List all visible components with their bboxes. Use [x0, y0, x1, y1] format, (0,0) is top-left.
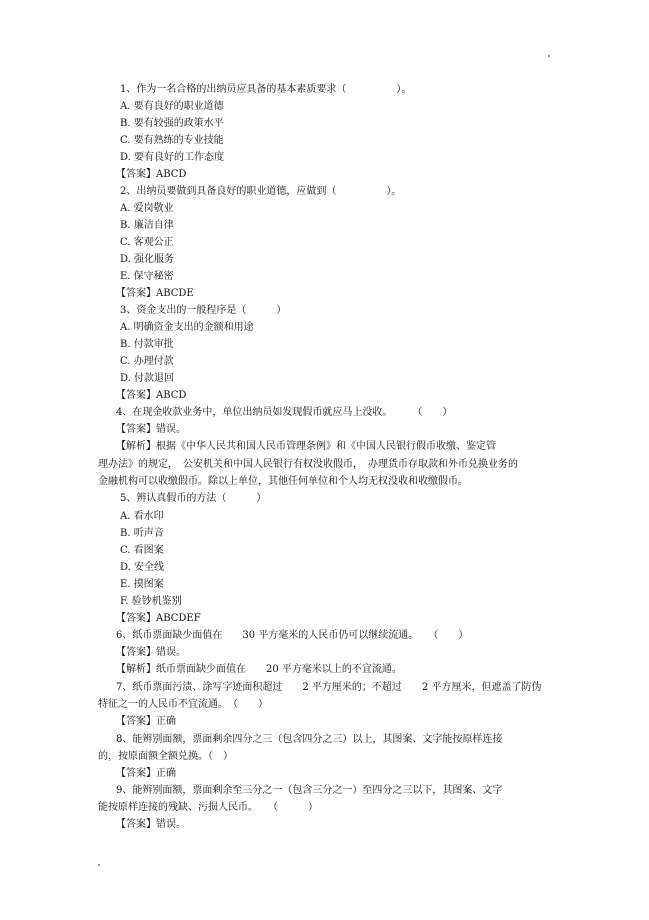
question-5-answer: 【答案】ABCDEF [116, 613, 201, 624]
question-7-answer: 【答案】正确 [116, 716, 176, 727]
question-9-stem-1: 9、能辨别面额，票面剩余至三分之一（包含三分之一）至四分之三以下，其图案、文字 [116, 785, 503, 796]
question-8-stem-2: 的，按原面额全额兑换。（ ） [98, 751, 233, 762]
question-4-stem: 4、在现金收款业务中，单位出纳员如发现假币就应马上没收。 （ ） [116, 407, 453, 418]
question-3-option-c: C. 办理付款 [120, 356, 174, 367]
question-5-option-f: F. 验钞机鉴别 [120, 596, 182, 607]
question-2-answer: 【答案】ABCDE [116, 288, 194, 299]
question-7-stem-2: 特征之一的人民币不宜流通。 （ ） [98, 699, 268, 710]
corner-mark-top [548, 55, 550, 57]
question-2-option-b: B. 廉洁自律 [120, 220, 174, 231]
question-3-option-a: A. 明确资金支出的金额和用途 [120, 322, 254, 333]
question-6-analysis: 【解析】纸币票面缺少面值在 20 平方毫米以上的不宜流通。 [116, 664, 402, 675]
question-8-answer: 【答案】正确 [116, 768, 176, 779]
question-5-option-a: A. 看水印 [120, 511, 164, 522]
question-4-analysis-2: 理办法》的规定， 公安机关和中国人民银行有权没收假币， 办理货币存取款和外币兑换业务的 [98, 459, 518, 470]
question-3-option-d: D. 付款退回 [120, 373, 175, 384]
question-4-analysis-3: 金融机构可以收缴假币。除以上单位，其他任何单位和个人均无权没收和收缴假币。 [98, 476, 468, 487]
question-6-stem: 6、纸币票面缺少面值在 30 平方毫米的人民币仍可以继续流通。 （ ） [116, 630, 469, 641]
question-1-option-a: A. 要有良好的职业道德 [120, 101, 224, 112]
question-1-option-d: D. 要有良好的工作态度 [120, 152, 225, 163]
question-9-answer: 【答案】错误。 [116, 819, 186, 830]
question-8-stem-1: 8、能辨别面额，票面剩余四分之三（包含四分之三）以上，其图案、文字能按原样连接 [116, 734, 503, 745]
question-1-answer: 【答案】ABCD [116, 169, 187, 180]
question-2-stem: 2、出纳员要做到具备良好的职业道德，应做到（ ）。 [120, 186, 402, 197]
question-5-option-c: C. 看图案 [120, 545, 164, 556]
question-2-option-a: A. 爱岗敬业 [120, 203, 174, 214]
question-3-option-b: B. 付款审批 [120, 339, 174, 350]
question-7-stem-1: 7、纸币票面污渍、涂写字迹面积超过 2 平方厘米的；不超过 2 平方厘米，但遮盖了防伪 [116, 682, 542, 693]
question-2-option-e: E. 保守秘密 [120, 271, 174, 282]
question-3-stem: 3、资金支出的一般程序是（ ） [120, 305, 287, 316]
question-1-stem: 1、作为一名合格的出纳员应具备的基本素质要求（ ）。 [120, 84, 412, 95]
question-3-answer: 【答案】ABCD [116, 390, 187, 401]
question-2-option-d: D. 强化服务 [120, 254, 175, 265]
question-9-stem-2: 能按原样连接的残缺、污损人民币。 （ ） [98, 802, 318, 813]
question-5-option-d: D. 安全线 [120, 562, 165, 573]
question-6-answer: 【答案】错误。 [116, 647, 186, 658]
question-4-answer: 【答案】错误。 [116, 424, 186, 435]
question-5-option-b: B. 听声音 [120, 528, 164, 539]
corner-mark-bottom [98, 864, 100, 866]
question-1-option-c: C. 要有熟练的专业技能 [120, 135, 224, 146]
question-5-stem: 5、辨认真假币的方法（ ） [120, 493, 267, 504]
question-1-option-b: B. 要有较强的政策水平 [120, 118, 224, 129]
question-4-analysis-1: 【解析】根据《中华人民共和国人民币管理条例》和《中国人民银行假币收缴、鉴定管 [116, 441, 496, 452]
question-2-option-c: C. 客观公正 [120, 237, 174, 248]
question-5-option-e: E. 摸图案 [120, 579, 164, 590]
